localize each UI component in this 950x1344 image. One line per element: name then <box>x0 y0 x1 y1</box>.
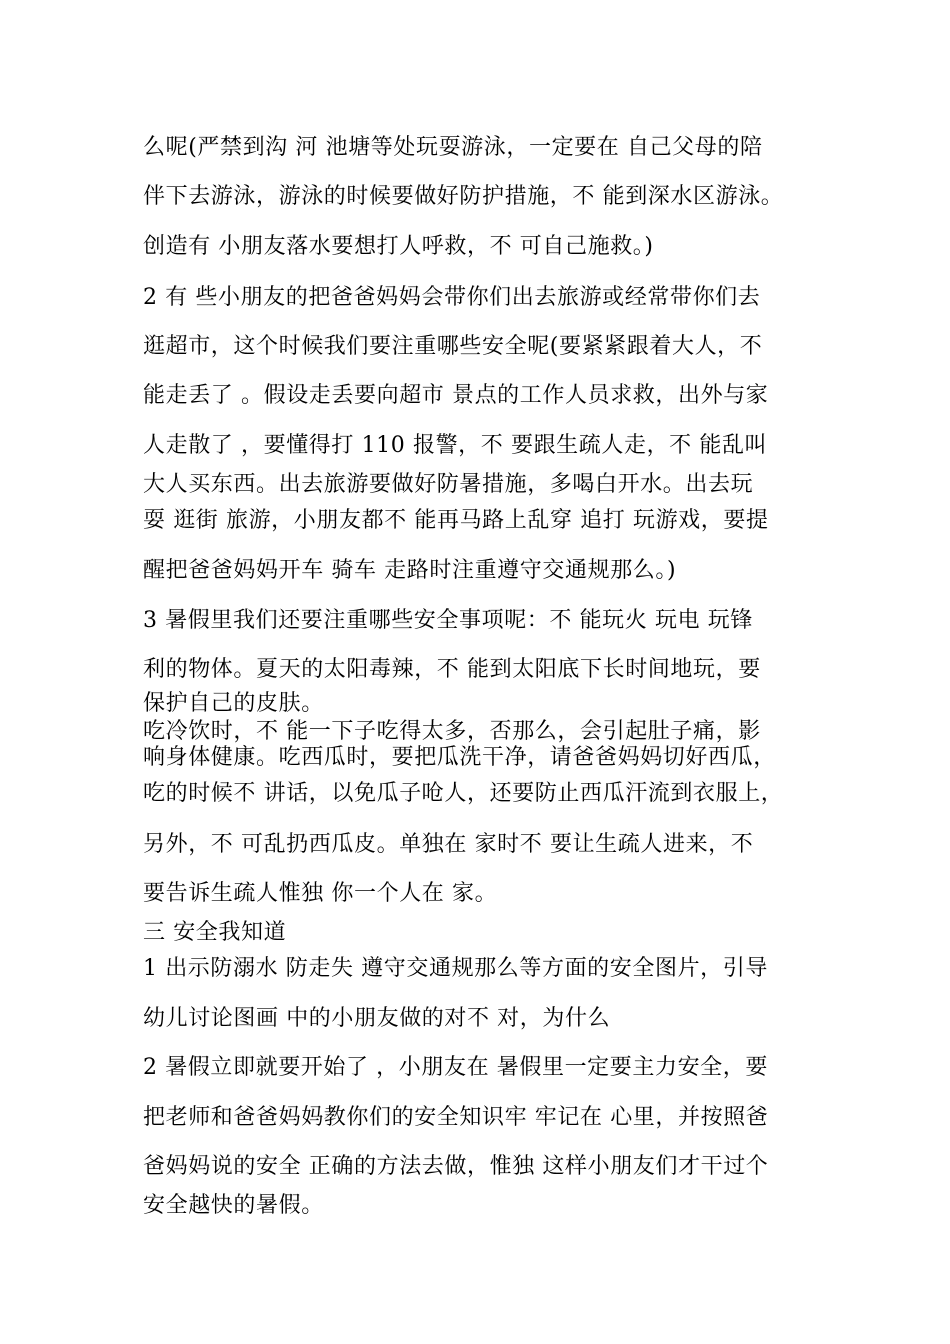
text-line: 另外，不 可乱扔西瓜皮。单独在 家时不 要让生疏人进来，不 <box>143 832 754 857</box>
text-line: 保护自己的皮肤。 <box>143 691 324 716</box>
text-line: 要告诉生疏人惟独 你一个人在 家。 <box>143 881 498 906</box>
text-line: 能走丢了 。假设走丢要向超市 景点的工作人员求救，出外与家 <box>143 383 769 408</box>
text-line: 把老师和爸爸妈妈教你们的安全知识牢 牢记在 心里，并按照爸 <box>143 1105 769 1130</box>
text-line: 创造有 小朋友落水要想打人呼救，不 可自己施救。) <box>143 234 654 259</box>
text-line: 大人买东西。出去旅游要做好防暑措施，多喝白开水。出去玩 <box>143 472 754 497</box>
text-line: 么呢(严禁到沟 河 池塘等处玩耍游泳，一定要在 自己父母的陪 <box>143 135 763 160</box>
text-line: 爸妈妈说的安全 正确的方法去做，惟独 这样小朋友们才干过个 <box>143 1154 769 1179</box>
text-line: 吃的时候不 讲话，以免瓜子呛人，还要防止西瓜汗流到衣服上， <box>143 781 784 806</box>
text-line: 利的物体。夏天的太阳毒辣，不 能到太阳底下长时间地玩，要 <box>143 657 761 682</box>
text-line: 响身体健康。吃西瓜时，要把瓜洗干净，请爸爸妈妈切好西瓜， <box>143 745 776 770</box>
text-line: 3 暑假里我们还要注重哪些安全事项呢：不 能玩火 玩电 玩锋 <box>143 608 753 633</box>
text-line: 1 出示防溺水 防走失 遵守交通规那么等方面的安全图片，引导 <box>143 956 768 981</box>
text-line: 吃冷饮时，不 能一下子吃得太多，否那么，会引起肚子痛，影 <box>143 719 761 744</box>
text-line: 伴下去游泳，游泳的时候要做好防护措施，不 能到深水区游泳。 <box>143 184 784 209</box>
text-line: 人走散了 ，要懂得打 110 报警，不 要跟生疏人走，不 能乱叫 <box>143 433 768 458</box>
text-line: 幼儿讨论图画 中的小朋友做的对不 对，为什么 <box>143 1006 611 1031</box>
text-line: 安全越快的暑假。 <box>143 1193 324 1218</box>
text-line: 逛超市，这个时候我们要注重哪些安全呢(要紧紧跟着大人，不 <box>143 334 763 359</box>
text-line: 2 暑假立即就要开始了 ，小朋友在 暑假里一定要主力安全，要 <box>143 1055 768 1080</box>
section-heading: 三 安全我知道 <box>143 920 287 945</box>
text-line: 2 有 些小朋友的把爸爸妈妈会带你们出去旅游或经常带你们去 <box>143 285 761 310</box>
text-line: 醒把爸爸妈妈开车 骑车 走路时注重遵守交通规那么。) <box>143 558 677 583</box>
text-line: 耍 逛街 旅游，小朋友都不 能再马路上乱穿 追打 玩游戏，要提 <box>143 508 769 533</box>
